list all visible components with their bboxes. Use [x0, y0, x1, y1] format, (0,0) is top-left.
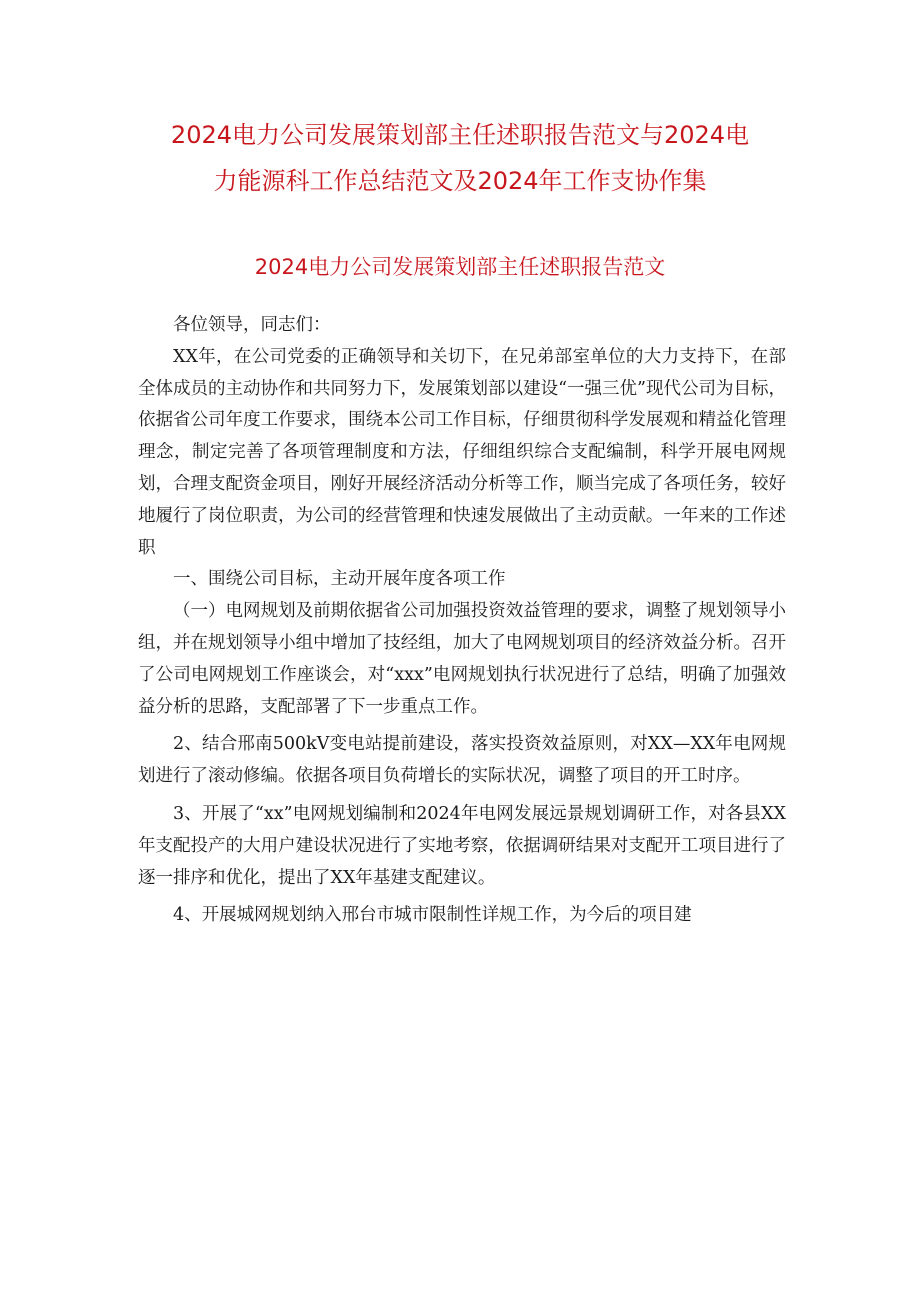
main-title: [120, 112, 800, 204]
salutation-paragraph: 各位领导，同志们：: [173, 315, 331, 335]
intro-paragraph: XX年，在公司党委的正确领导和关切下，在兄弟部室单位的大力支持下，在部全体成员的主动协作和共同努力下，发展策划部以建设“一强三优”现代公司为目标，依据省公司年度工作要求，围绕本公司工作目标，仔细贯彻科学发展观和精益化管理理念，制定完善了各项管理制度和方法，仔细组织综合支配编制，科学开展电网规划，合理支配资金项目，刚好开展经济活动分析等工作，顺当完成了各项任务，较好地履行了岗位职责，为公司的经营管理和快速发展做出了主动贡献。一年来的工作述职: [138, 346, 786, 558]
section-title: 2024电力公司发展策划部主任述职报告范文: [254, 255, 666, 279]
item-3-paragraph: 3、开展了“xx”电网规划编制和2024年电网发展远景规划调研工作，对各县XX年支配投产的大用户建设状况进行了实地考察，依据调研结果对支配开工项目进行了逐一排序和优化，提出了XX年基建支配建议。: [138, 803, 786, 888]
section-heading-paragraph: 一、围绕公司目标，主动开展年度各项工作: [173, 569, 506, 590]
main-title-line-1: 2024电力公司发展策划部主任述职报告范文与2024电: [170, 121, 750, 149]
item-2-paragraph: 2、结合邢南500kV变电站提前建设，落实投资效益原则，对XX—XX年电网规划进行了滚动修编。依据各项目负荷增长的实际状况，调整了项目的开工时序。: [138, 734, 786, 787]
item-4-paragraph: 4、开展城网规划纳入邢台市城市限制性详规工作，为今后的项目建: [173, 905, 692, 926]
grid-planning-paragraph: （一）电网规划及前期依据省公司加强投资效益管理的要求，调整了规划领导小组，并在规划领导小组中增加了技经组，加大了电网规划项目的经济效益分析。召开了公司电网规划工作座谈会，对“xxx”电网规划执行状况进行了总结，明确了加强效益分析的思路，支配部署了下一步重点工作。: [138, 601, 786, 717]
document-body: [138, 310, 786, 932]
main-title-line-2: 力能源科工作总结范文及2024年工作支协作集: [213, 167, 707, 195]
